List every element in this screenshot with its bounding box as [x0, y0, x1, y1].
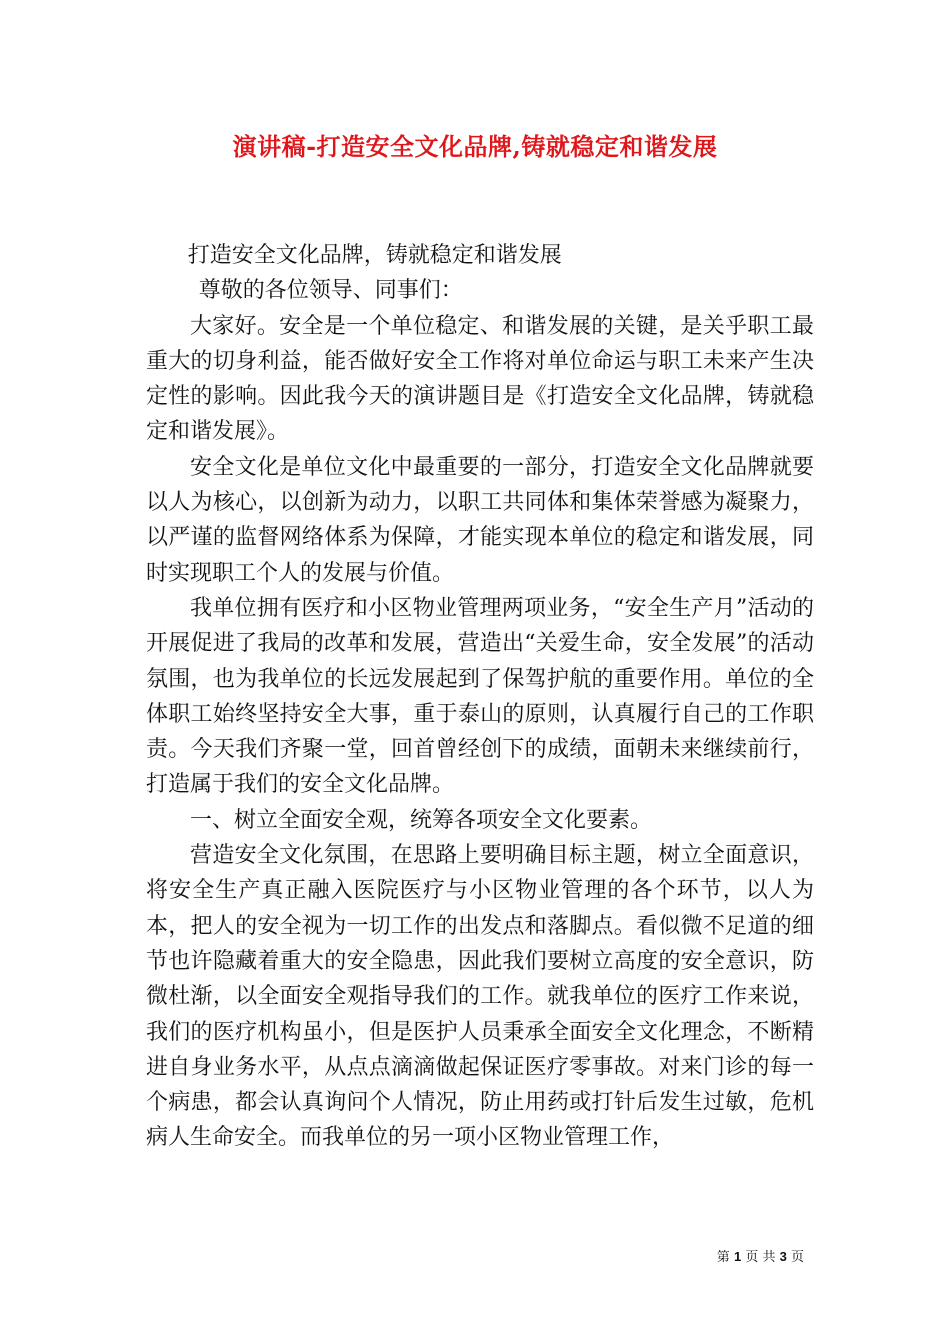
paragraph: 安全文化是单位文化中最重要的一部分，打造安全文化品牌就要以人为核心，以创新为动力，以职工共同体和集体荣誉感为凝聚力，以严谨的监督网络体系为保障，才能实现本单位的稳定和谐发展，同时实现职工个人的发展与价值。	[146, 454, 814, 586]
salutation: 尊敬的各位领导、同事们：	[198, 278, 463, 304]
current-page-number: 1	[733, 1249, 742, 1264]
total-page-count: 3	[779, 1249, 787, 1264]
speech-heading: 打造安全文化品牌，铸就稳定和谐发展	[187, 243, 562, 268]
paragraph: 大家好。安全是一个单位稳定、和谐发展的关键，是关乎职工最重大的切身利益，能否做好安全工作将对单位命运与职工未来产生决定性的影响。因此我今天的演讲题目是《打造安全文化品牌，铸就稳定和谐发展》。	[146, 313, 814, 445]
footer-prefix: 第	[716, 1250, 730, 1265]
paragraph: 我单位拥有医疗和小区物业管理两项业务，“安全生产月”活动的开展促进了我局的改革和发展，营造出“关爱生命，安全发展”的活动氛围，也为我单位的长远发展起到了保驾护航的重要作用。单位的全体职工始终坚持安全大事，重于泰山的原则，认真履行自己的工作职责。今天我们齐聚一堂，回首曾经创下的成绩，面朝未来继续前行，打造属于我们的安全文化品牌。	[146, 595, 814, 798]
paragraph: 营造安全文化氛围，在思路上要明确目标主题，树立全面意识，将安全生产真正融入医院医疗与小区物业管理的各个环节，以人为本，把人的安全视为一切工作的出发点和落脚点。看似微不足道的细节也许隐藏着重大的安全隐患，因此我们要树立高度的安全意识，防微杜渐，以全面安全观指导我们的工作。就我单位的医疗工作来说，我们的医疗机构虽小，但是医护人员秉承全面安全文化理念，不断精进自身业务水平，从点点滴滴做起保证医疗零事故。对来门诊的每一个病患，都会认真询问个人情况，防止用药或打针后发生过敏，危机病人生命安全。而我单位的另一项小区物业管理工作，	[146, 843, 814, 1151]
footer-middle: 页 共	[745, 1250, 776, 1265]
section-heading: 一、树立全面安全观，统筹各项安全文化要素。	[190, 807, 653, 833]
document-title: 演讲稿-打造安全文化品牌,铸就稳定和谐发展	[232, 132, 718, 161]
footer-suffix: 页	[790, 1250, 804, 1265]
document-body	[146, 238, 814, 1156]
page-footer	[717, 1248, 804, 1267]
